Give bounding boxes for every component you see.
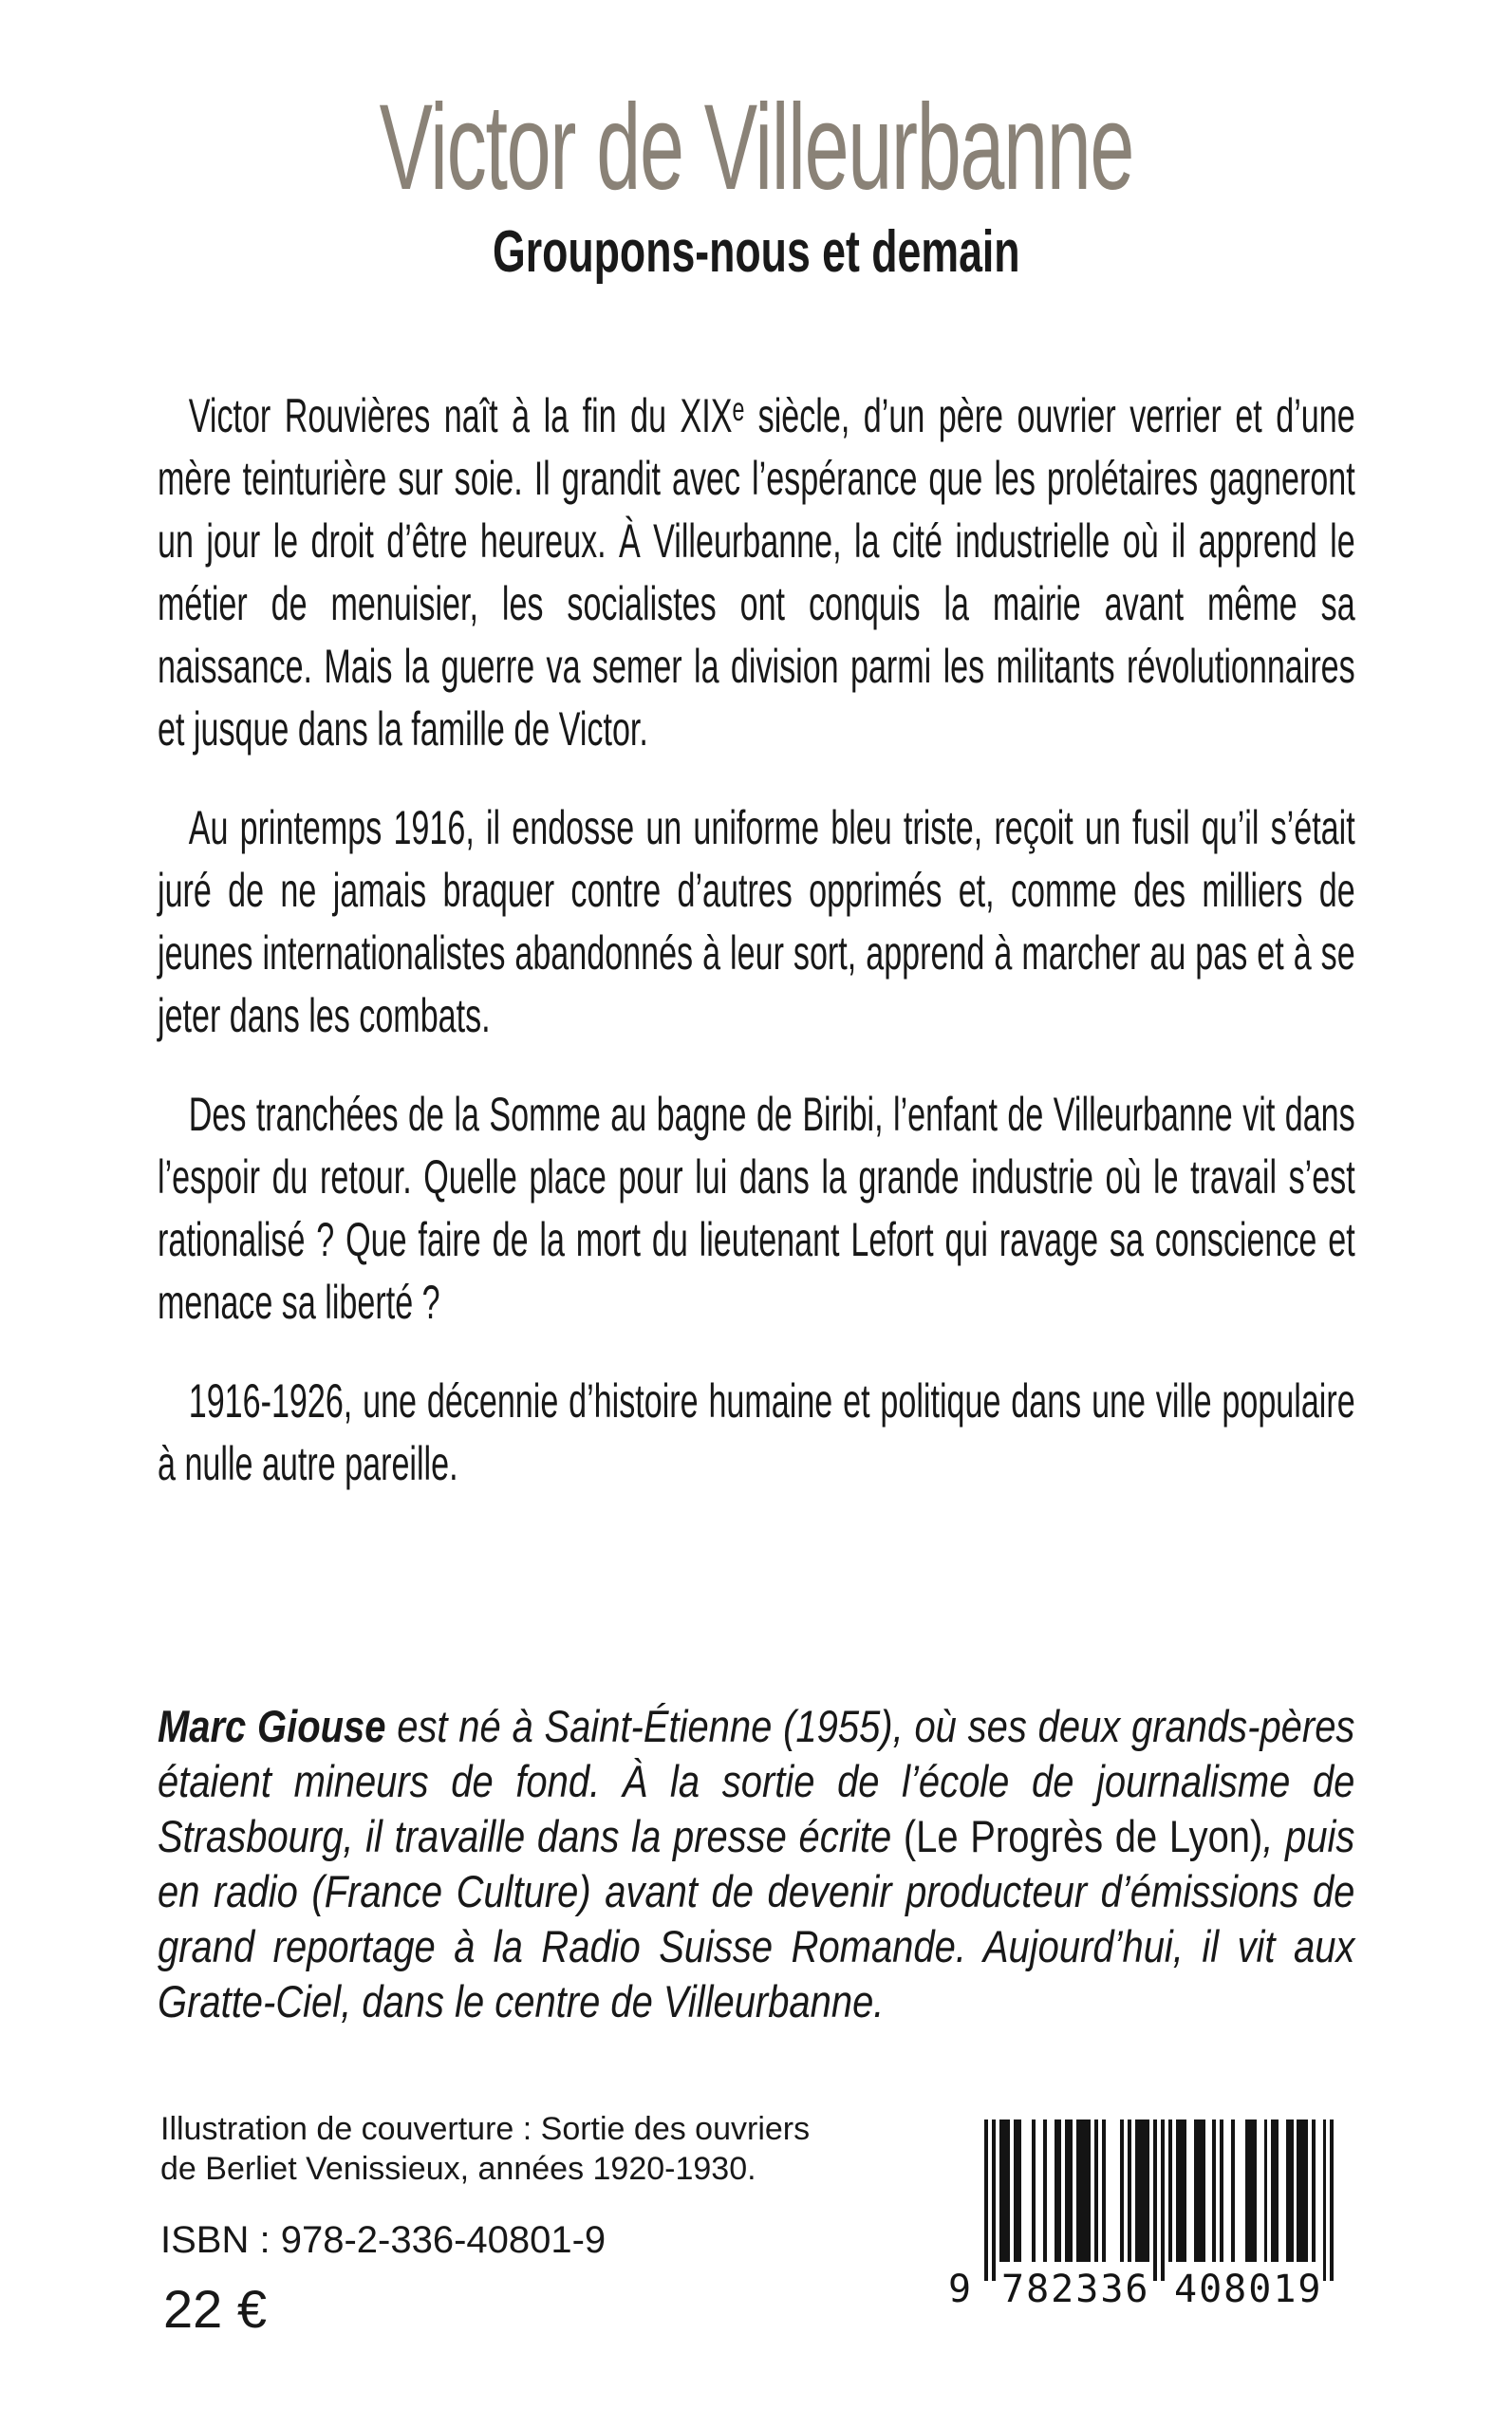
cover-illustration-credit-line-1: Illustration de couverture : Sortie des ouvriers [160,2111,811,2147]
book-subtitle [0,219,1512,285]
barcode [948,2120,1334,2313]
book-title [0,80,1512,215]
synopsis-text-block [158,384,1355,1495]
author-bio-text-block [158,1699,1354,2029]
isbn-text: ISBN : 978-2-336-40801-9 [160,2219,607,2261]
author-bio [158,1699,1354,2029]
barcode-digit-lead: 9 [948,2268,972,2311]
author-bio-publication: (Le Progrès de Lyon) [903,1811,1263,1861]
synopsis-paragraph-1: Victor Rouvières naît à la fin du XIXᵉ siècle, d’un père ouvrier verrier et d’une mère teinturière sur soie. Il grandit avec l’espérance que les prolétaires gagneront un jour le droit d’être heureux. À Villeurbanne, la cité industrielle où il apprend le métier de menuisier, les socialistes ont conquis la mairie avant même sa naissance. Mais la guerre va semer la division parmi les militants révolutionnaires et jusque dans la famille de Victor. [158,389,1355,756]
synopsis-paragraph-3: Des tranchées de la Somme au bagne de Biribi, l’enfant de Villeurbanne vit dans l’espoir du retour. Quelle place pour lui dans la grande industrie où le travail s’est rationalisé ? Que faire de la mort du lieutenant Lefort qui ravage sa conscience et menace sa liberté ? [158,1088,1355,1329]
synopsis-paragraph-4: 1916-1926, une décennie d’histoire humaine et politique dans une ville populaire à nulle autre pareille. [158,1374,1355,1490]
price-text: 22 € [163,2279,267,2339]
author-bio-text-1: est né à Saint-Étienne (1955), où ses deux grands-pères étaient mineurs de fond. À la sortie de l’école de journalisme de Strasbourg, il travaille dans la presse écrite [158,1701,1355,1861]
barcode-digits [948,2268,1334,2313]
author-bio-text-2: , puis en radio (France Culture) avant de devenir producteur d’émissions de grand reportage à la Radio Suisse Romande. Aujourd’hui, il vit aux Gratte-Ciel, dans le centre de Villeurbanne. [158,1811,1355,2026]
synopsis-paragraph-2: Au printemps 1916, il endosse un uniforme bleu triste, reçoit un fusil qu’il s’était juré de ne jamais braquer contre d’autres opprimés et, comme des milliers de jeunes internationalistes abandonnés à leur sort, apprend à marcher au pas et à se jeter dans les combats. [158,801,1355,1042]
cover-illustration-credit [160,2109,810,2189]
book-subtitle-text: Groupons-nous et demain [492,219,1020,285]
barcode-digit-group-left: 782336 [1001,2268,1150,2311]
book-title-text: Victor de Villeurbanne [379,80,1133,215]
synopsis [158,384,1354,1495]
author-bio-paragraph [158,1699,1354,2029]
author-name: Marc Giouse [158,1701,386,1751]
barcode-bars [984,2120,1334,2281]
cover-illustration-credit-line-2: de Berliet Venissieux, années 1920-1930. [160,2151,756,2187]
barcode-digit-group-right: 408019 [1174,2268,1323,2311]
header [0,80,1512,285]
